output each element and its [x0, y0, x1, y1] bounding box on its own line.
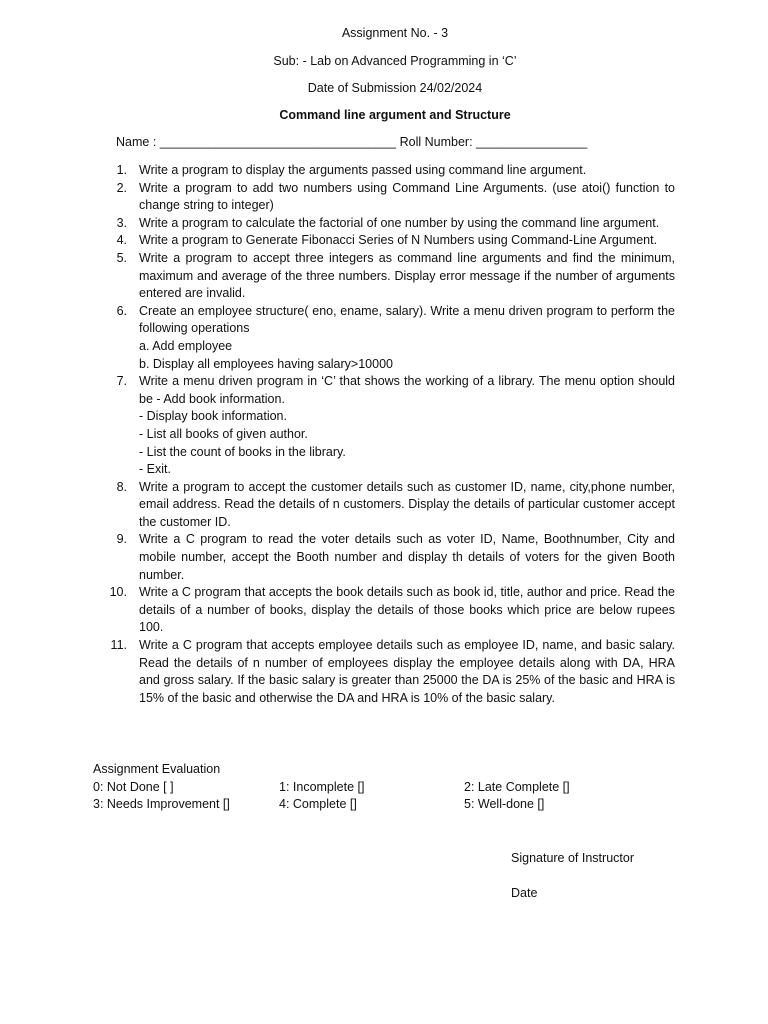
question-item [100, 479, 675, 532]
question-subitem: - List all books of given author. [139, 426, 308, 441]
question-number: 9. [116, 532, 127, 547]
question-text: Write a program to display the arguments passed using command line argument. [139, 163, 587, 177]
question-item [100, 637, 675, 707]
evaluation-option-needs-improvement: 3: Needs Improvement [] [93, 797, 230, 811]
question-list [100, 162, 675, 707]
question-item [100, 215, 675, 233]
question-item [100, 180, 675, 215]
assignment-topic: Command line argument and Structure [279, 108, 511, 122]
evaluation-option-complete: 4: Complete [] [279, 797, 357, 811]
question-subitem: - Exit. [139, 462, 171, 477]
roll-number-blank: ________________ [476, 135, 588, 149]
question-number: 10. [109, 585, 127, 600]
question-text: Write a program to accept three integers as command line arguments and find the minimum, maximum and average of the three numbers. Display error message if the number of arguments entered are invalid. [139, 250, 675, 301]
roll-number-label: Roll Number: [396, 135, 477, 149]
question-subitem: a. Add employee [139, 338, 233, 353]
question-number: 6. [116, 303, 127, 318]
name-label: Name : [116, 135, 160, 149]
evaluation-title: Assignment Evaluation [93, 762, 221, 776]
question-number: 2. [116, 180, 127, 195]
question-text: Write a program to add two numbers using Command Line Arguments. (use atoi() function to change string to integer) [139, 180, 675, 213]
question-item [100, 162, 675, 180]
assignment-number: Assignment No. - 3 [341, 26, 449, 40]
question-text: Write a C program that accepts the book details such as book id, title, author and price. Read the details of a number of books, display the details of those books which price are below rupees 100. [139, 585, 675, 635]
question-text: Write a program to accept the customer details such as customer ID, name, city,phone number, email address. Read the details of n customers. Display the details of particular customer accept the customer ID. [139, 479, 675, 529]
question-subitem: - Display book information. [139, 409, 287, 424]
question-number: 1. [116, 163, 127, 177]
question-text: Write a program to calculate the factorial of one number by using the command line argument. [139, 215, 660, 230]
question-number: 11. [110, 638, 127, 653]
question-text: Write a C program to read the voter details such as voter ID, Name, Boothnumber, City and mobile number, accept the Booth number and display th details of voters for the given Booth number. [139, 532, 675, 582]
question-subitem: b. Display all employees having salary>10000 [139, 356, 393, 371]
question-subitem: - List the count of books in the library. [139, 444, 346, 459]
question-number: 8. [116, 479, 127, 494]
name-blank: __________________________________ [159, 135, 397, 149]
question-number: 4. [116, 233, 127, 248]
question-text: Write a C program that accepts employee details such as employee ID, name, and basic salary. Read the details of n number of employees display the employee details along with DA, HRA and gross salary. If the basic salary is greater than 25000 the DA is 25% of the basic and HRA is 15% of the basic and otherwise the DA and HRA is 10% of the basic salary. [139, 638, 675, 705]
evaluation-option-not-done: 0: Not Done [ ] [93, 780, 174, 794]
student-info-row [116, 134, 587, 152]
evaluation-option-well-done: 5: Well-done [] [464, 797, 545, 811]
question-text: Create an employee structure( eno, ename, salary). Write a menu driven program to perform the following operations [139, 303, 675, 336]
evaluation-option-incomplete: 1: Incomplete [] [279, 780, 365, 794]
question-item [100, 232, 675, 250]
question-item [100, 373, 675, 479]
submission-date: Date of Submission 24/02/2024 [307, 81, 483, 95]
evaluation-option-late-complete: 2: Late Complete [] [464, 780, 570, 794]
question-item [100, 250, 675, 303]
subject-line: Sub: - Lab on Advanced Programming in ‘C’ [273, 54, 517, 68]
question-text: Write a menu driven program in ‘C’ that shows the working of a library. The menu option should be - Add book information. [139, 374, 675, 406]
signature-date-label: Date [511, 886, 538, 900]
question-item [100, 531, 675, 584]
question-number: 7. [116, 374, 127, 389]
question-item [100, 303, 675, 373]
instructor-signature-label: Signature of Instructor [511, 851, 634, 865]
question-item [100, 584, 675, 637]
question-text: Write a program to Generate Fibonacci Series of N Numbers using Command-Line Argument. [139, 233, 658, 248]
question-number: 3. [116, 215, 127, 230]
question-number: 5. [116, 250, 127, 265]
